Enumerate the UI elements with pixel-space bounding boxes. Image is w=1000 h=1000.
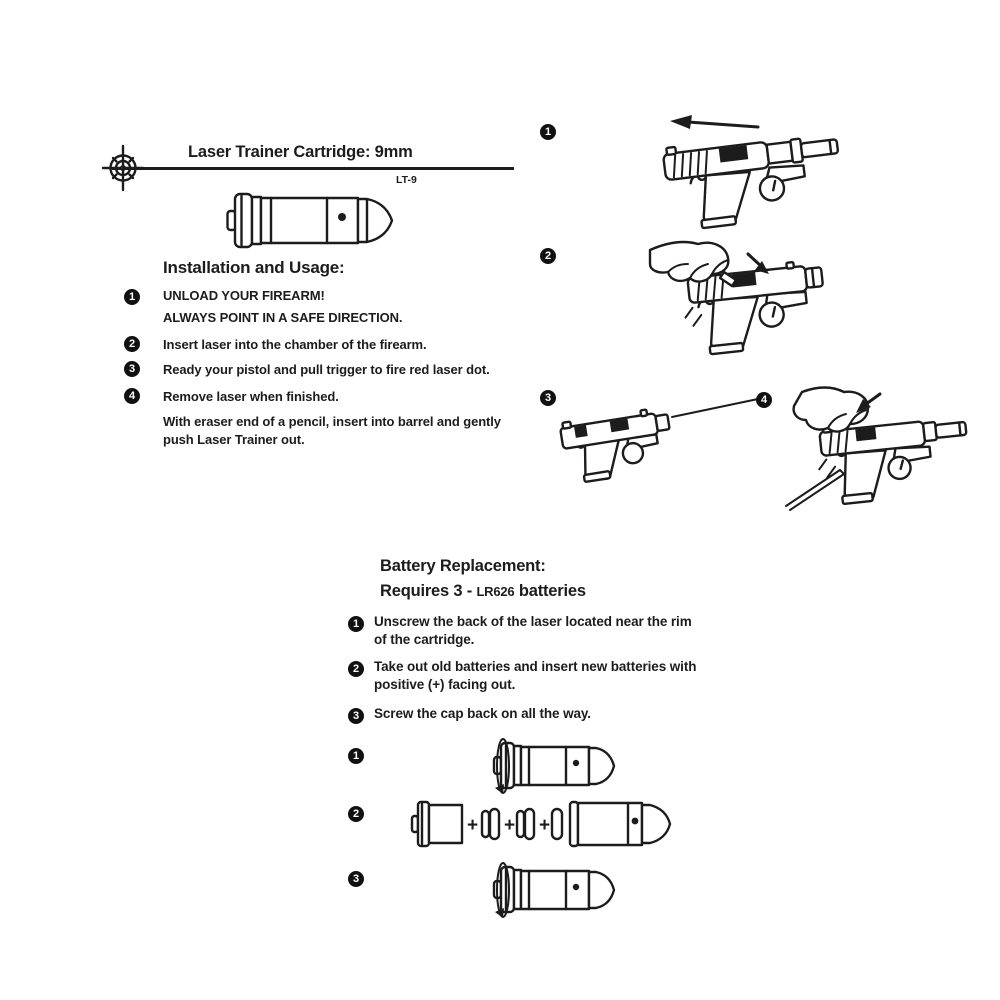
laser-beam-line [672,399,758,417]
pistol-firing-laser-figure [556,380,761,478]
battery-cell-icon [552,809,562,839]
pistol-slide-back-figure [658,113,853,231]
install-step-2-text: Insert laser into the chamber of the firearm. [163,337,427,352]
hand-catching-icon [794,388,868,432]
battery-cell-icon [517,809,534,839]
removal-note-line-1: With eraser end of a pencil, insert into barrel and gently [163,414,501,429]
battery-step-1-line-1: Unscrew the back of the laser located near the rim [374,614,692,629]
model-number: LT-9 [396,174,417,186]
battery-heading: Battery Replacement: [380,557,546,575]
cap-piece [429,805,462,843]
pistol-insert-laser-figure [648,238,853,358]
pistol-diagram-2-badge: 2 [540,248,556,264]
battery-subheading: Requires 3 - LR626 batteries [380,582,586,600]
install-step-4-badge: 4 [124,388,140,404]
install-step-3-text: Ready your pistol and pull trigger to fire red laser dot. [163,362,490,377]
body-piece [578,803,642,845]
battery-step-1-line-2: of the cartridge. [374,632,475,647]
cartridge-reassembled-figure [486,860,618,922]
install-step-1-line-1: UNLOAD YOUR FIREARM! [163,288,325,303]
installation-heading: Installation and Usage: [163,258,345,277]
plus-sign: + [504,815,516,836]
battery-cell-icon [482,809,499,839]
page-title: Laser Trainer Cartridge: 9mm [188,143,413,161]
battery-step-2-badge: 2 [348,661,364,677]
battery-step-3-badge: 3 [348,708,364,724]
battery-step-2-line-2: positive (+) facing out. [374,677,516,692]
pistol-remove-laser-figure [784,386,974,514]
pistol-diagram-3-badge: 3 [540,390,556,406]
battery-model: LR626 [476,584,515,599]
install-step-1-badge: 1 [124,289,140,305]
plus-sign: + [539,815,551,836]
install-step-4-text: Remove laser when finished. [163,389,339,404]
battery-diagram-2-badge: 2 [348,806,364,822]
laser-cartridge-figure [226,190,396,252]
plus-sign: + [467,815,479,836]
pencil-icon [786,470,844,510]
install-step-1-line-2: ALWAYS POINT IN A SAFE DIRECTION. [163,310,403,325]
pistol-diagram-1-badge: 1 [540,124,556,140]
install-step-3-badge: 3 [124,361,140,377]
battery-step-1-badge: 1 [348,616,364,632]
cartridge-unscrew-figure [486,736,618,798]
battery-step-2-line-1: Take out old batteries and insert new batteries with [374,659,697,674]
install-step-2-badge: 2 [124,336,140,352]
title-underline [112,167,514,170]
battery-diagram-3-badge: 3 [348,871,364,887]
removal-note-line-2: push Laser Trainer out. [163,432,305,447]
battery-step-3-line-1: Screw the cap back on all the way. [374,706,591,721]
battery-diagram-1-badge: 1 [348,748,364,764]
pistol-diagram-4-badge: 4 [756,392,772,408]
cartridge-exploded-figure [410,797,676,851]
